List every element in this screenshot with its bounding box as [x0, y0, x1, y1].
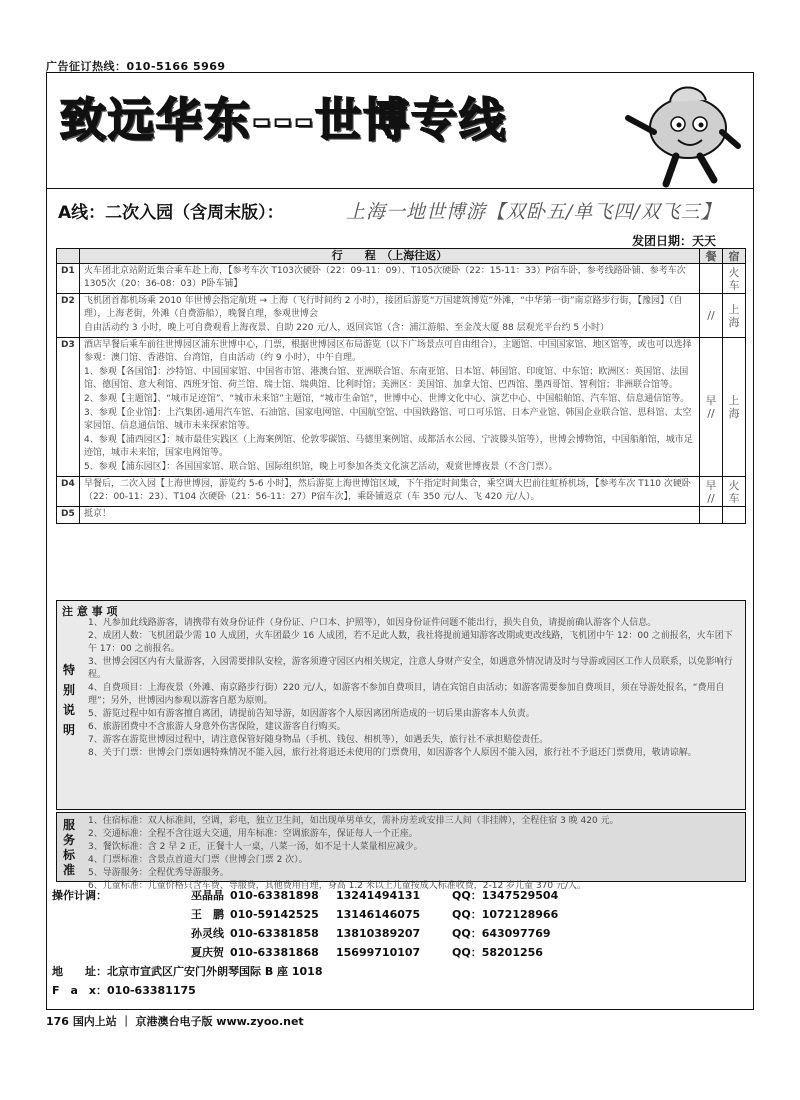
contact-mobile: 13241494131 — [336, 889, 421, 902]
header-route: 行 程 （上海往返） — [80, 249, 700, 264]
stay-cell: 上海 — [723, 294, 746, 338]
route-desc-line: 早餐后，二次入园【上海世博园，游览约 5-6 小时】，然后游览上海世博馆区域，下午指定时间集合，乘空调大巴前往虹桥机场，【参考车次 T110 次硬卧（22：00-11：23）、T104 次硬卧（21：56-11：27）P宿车次】，乘卧铺返京（车 350 元/人、飞 420 元/人）。 — [84, 479, 691, 502]
headline-title: 致远华东---世博专线 — [60, 93, 508, 147]
meal-cell: 早 // — [700, 477, 723, 507]
stay-cell — [723, 507, 746, 524]
route-desc-line: 5、参观【浦东园区】：各国国家馆、联合馆、国际组织馆，晚上可参加各类文化演艺活动，观赏世博夜景（不含门票）。 — [84, 462, 558, 472]
service-side-label — [60, 818, 78, 878]
itinerary-row — [57, 264, 746, 294]
contact-qq: QQ：58201256 — [452, 946, 543, 959]
route-desc-cell — [80, 477, 700, 507]
note-item: 3、世博会园区内有大量游客，入园需要排队安检，游客须遵守园区内相关规定，注意人身财产安全，如遇意外情况请及时与导游或园区工作人员联系，以免影响行程。 — [88, 657, 733, 680]
route-desc-cell — [80, 264, 700, 294]
contact-row — [52, 886, 752, 905]
contact-label: 操作计调： — [52, 889, 107, 902]
contact-qq: QQ：1347529504 — [452, 889, 559, 902]
side-label-char: 说 — [62, 703, 75, 717]
stay-cell: 火车 — [723, 477, 746, 507]
contact-block — [52, 886, 752, 1000]
header-meal: 餐 — [700, 249, 723, 264]
note-item: 1、凡参加此线路游客，请携带有效身份证件（身份证、户口本、护照等），如因身份证件问题不能出行，损失自负，请提前确认游客个人信息。 — [88, 618, 657, 628]
route-subtitle: 上海一地世博游【双卧五/单飞四/双飞三】 — [346, 201, 721, 223]
service-item: 2、交通标准：全程不含往返大交通，用车标准：空调旅游车，保证每人一个正座。 — [88, 829, 418, 839]
mascot-icon — [610, 80, 745, 190]
contact-qq: QQ：1072128966 — [452, 908, 559, 921]
notes-list — [88, 617, 740, 760]
route-desc-line: 自由活动约 3 小时，晚上可自费观看上海夜景、自助 220 元/人，返回宾馆（含：浦江游船、至金茂大厦 88 层观光平台约 5 小时） — [84, 323, 610, 333]
header-stay: 宿 — [723, 249, 746, 264]
contact-phone: 010-63381858 — [230, 927, 319, 940]
contact-name: 孙灵线 — [191, 927, 224, 940]
day-cell: D3 — [57, 338, 80, 477]
route-desc-line: 4、参观【浦西园区】：城市最佳实践区（上海案例馆、伦敦零碳馆、马德里案例馆、成都活水公园、宁波滕头馆等），世博会博物馆，中国船舶馆，城市足迹馆，城市未来馆，国家电网馆等。 — [84, 435, 693, 458]
route-desc-line: 飞机团首都机场乘 2010 年世博会指定航班 → 上海（飞行时间约 2 小时），接团后游览“万国建筑博览”外滩，“中华第一街”南京路步行街，【豫园】（自理），上海老街，外滩（自费游船），晚餐自理，参观世博会 — [84, 296, 683, 319]
contact-phone: 010-63381898 — [230, 889, 319, 902]
stay-cell: 火车 — [723, 264, 746, 294]
contact-rows — [52, 886, 752, 962]
itinerary-row — [57, 477, 746, 507]
route-desc-line: 酒店早餐后乘车前往世博园区浦东世博中心，门票，根据世博园区布局游览（以下广场景点可自由组合），主题馆、中国国家馆、地区馆等，或也可以选择参观：澳门馆、香港馆、台湾馆，自由活动（约 9 小时），中午自理。 — [84, 340, 692, 363]
route-desc-line: 2、参观【主题馆】、“城市足迹馆”、“城市未来馆”主题馆，“城市生命馆”，世博中心、世博文化中心、演艺中心、中国船舶馆、汽车馆、信息通信馆等。 — [84, 394, 690, 404]
notes-side-label — [60, 660, 78, 740]
side-label-char: 别 — [62, 683, 75, 697]
contact-row — [52, 943, 752, 962]
day-cell: D1 — [57, 264, 80, 294]
fax: F a x：010-63381175 — [52, 984, 196, 997]
stay-cell: 上海 — [723, 338, 746, 477]
side-label-char: 服 — [62, 818, 75, 832]
note-item: 2、成团人数：飞机团最少需 10 人成团，火车团最少 16 人成团，若不足此人数，我社将提前通知游客改期或更改线路，飞机团中午 12：00 之前报名，火车团下午 17：00 之前报名。 — [88, 631, 733, 654]
address: 地 址：北京市宣武区广安门外朗琴国际 B 座 1018 — [52, 965, 323, 978]
note-item: 5、游览过程中如有游客擅自离团，请提前告知导游，如因游客个人原因离团所造成的一切后果由游客本人负责。 — [88, 709, 535, 719]
contact-row — [52, 924, 752, 943]
contact-label — [52, 905, 170, 924]
route-desc-line: 1、参观【各国馆】：沙特馆、中国国家馆、中国省市馆、港澳台馆、亚洲联合馆、东南亚馆、日本馆、韩国馆、印度馆、中东馆；欧洲区：英国馆、法国馆、德国馆、意大利馆、西班牙馆、荷兰馆、瑞士馆、瑞典馆、比利时馆；美洲区：美国馆、加拿大馆、巴西馆、墨西哥馆、智利馆；非洲联合馆等。 — [84, 367, 689, 390]
route-desc-line: 3、参观【企业馆】：上汽集团-通用汽车馆、石油馆、国家电网馆、中国航空馆、中国铁路馆、可口可乐馆、日本产业馆、韩国企业联合馆、思科馆、太空家园馆、信息通信馆、城市未来探索馆等。 — [84, 408, 692, 431]
side-label-char: 准 — [62, 863, 75, 877]
meal-cell: 早 // — [700, 338, 723, 477]
side-label-char: 务 — [62, 833, 75, 847]
ad-hotline: 广告征订热线：010-5166 5969 — [46, 60, 226, 73]
notes-heading: 注 意 事 项 — [62, 605, 118, 618]
day-cell: D2 — [57, 294, 80, 338]
header-day — [57, 249, 80, 264]
contact-row — [52, 905, 752, 924]
note-item: 4、自费项目：上海夜景（外滩、南京路步行街）220 元/人，如游客不参加自费项目，请在宾馆自由活动；如游客需要参加自费项目，须在导游处报名，“费用自理”；另外，世博园内参观以游客自愿为原则。 — [88, 683, 725, 706]
contact-mobile: 15699710107 — [336, 946, 421, 959]
service-item: 3、餐饮标准：含 2 早 2 正，正餐十人一桌，八菜一汤，如不足十人菜量相应减少。 — [88, 842, 423, 852]
route-desc-line: 抵京！ — [84, 509, 112, 519]
day-cell: D4 — [57, 477, 80, 507]
contact-mobile: 13146146075 — [336, 908, 421, 921]
itinerary-row — [57, 507, 746, 524]
side-label-char: 特 — [62, 663, 75, 677]
itinerary-body — [57, 264, 746, 524]
route-desc-line: 火车团北京站附近集合乘车赴上海，【参考车次 T103次硬卧（22：09-11：09）、T105次硬卧（22：15-11：33）P宿车卧，参考线路卧铺、参考车次 1305次（20：36-08：03）P卧车铺】 — [84, 266, 686, 289]
itinerary-table — [56, 248, 746, 524]
header-divider — [46, 188, 754, 189]
footer — [46, 1013, 304, 1029]
meal-cell: // — [700, 294, 723, 338]
contact-name: 王 鹏 — [191, 908, 224, 921]
departure-date: 发团日期：天天 — [632, 234, 717, 248]
side-label-char: 明 — [62, 723, 75, 737]
note-item: 6、旅游团费中不含旅游人身意外伤害保险，建议游客自行购买。 — [88, 722, 346, 732]
service-list — [88, 815, 740, 893]
page-number: 176 — [46, 1015, 69, 1028]
itinerary-row — [57, 338, 746, 477]
contact-phone: 010-63381868 — [230, 946, 319, 959]
side-label-char: 标 — [62, 848, 75, 862]
route-desc-cell — [80, 507, 700, 524]
day-cell: D5 — [57, 507, 80, 524]
contact-label — [52, 924, 170, 943]
contact-name: 夏庆贺 — [191, 946, 224, 959]
contact-phone: 010-59142525 — [230, 908, 319, 921]
route-desc-cell — [80, 294, 700, 338]
meal-cell — [700, 507, 723, 524]
itinerary-row — [57, 294, 746, 338]
contact-label — [52, 943, 170, 962]
contact-mobile: 13810389207 — [336, 927, 421, 940]
service-item: 5、导游服务：全程优秀导游服务。 — [88, 868, 229, 878]
contact-qq: QQ：643097769 — [452, 927, 551, 940]
route-desc-cell — [80, 338, 700, 477]
service-item: 6、儿童标准：儿童价格只含车费、导服费，其他费用自理，身高 1.2 米以上儿童按成人标准收费，2-12 岁儿童 370 元/人。 — [88, 881, 586, 891]
route-title: A线：二次入园（含周末版）： — [58, 203, 284, 223]
service-item: 4、门票标准：含景点首道大门票（世博会门票 2 次）。 — [88, 855, 308, 865]
meal-cell — [700, 264, 723, 294]
note-item: 8、关于门票：世博会门票如遇特殊情况不能入园，旅行社将退还未使用的门票费用，如因游客个人原因不能入园，旅行社不予退还门票费用，敬请谅解。 — [88, 748, 697, 758]
footer-text: 国内上站 ｜ 京港澳台电子版 www.zyoo.net — [72, 1015, 304, 1028]
service-item: 1、住宿标准：双人标准间，空调，彩电，独立卫生间，如出现单男单女，需补房差或安排三人间（非挂牌），全程住宿 3 晚 420 元。 — [88, 816, 619, 826]
note-item: 7、游客在游览世博园过程中，请注意保管好随身物品（手机、钱包、相机等），如遇丢失，旅行社不承担赔偿责任。 — [88, 735, 549, 745]
contact-name: 巫晶晶 — [191, 889, 224, 902]
